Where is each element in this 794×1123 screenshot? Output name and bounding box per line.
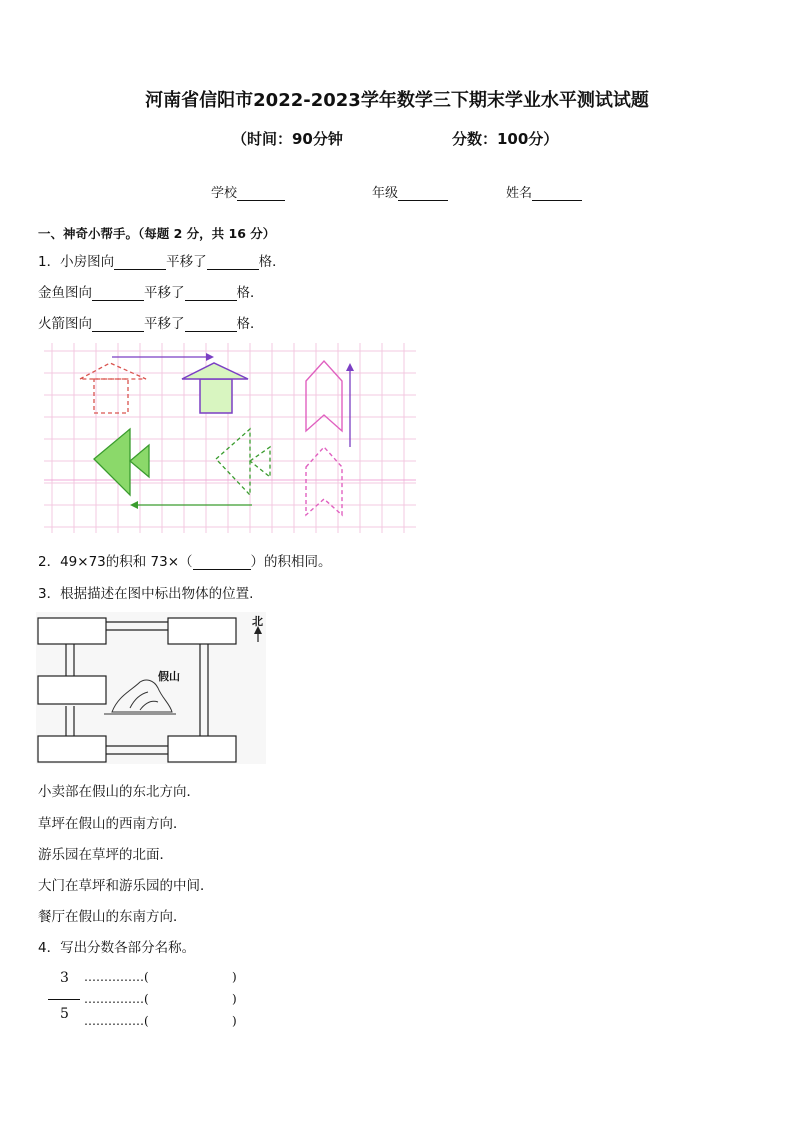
q3-text: 根据描述在图中标出物体的位置. [60,586,254,602]
q4-text: 写出分数各部分名称。 [60,940,196,956]
school-label: 学校 [211,186,238,201]
fraction-row-3 [84,1014,149,1028]
name-field[interactable] [506,182,582,201]
q3-statement-1: 小卖部在假山的东北方向． [38,784,200,800]
section-heading: 一、神奇小帮手。（每题 2 分，共 16 分） [38,226,276,241]
q1-house-direction-blank[interactable] [114,256,166,270]
name-blank[interactable] [532,187,582,201]
fraction-numerator: 3 [60,970,69,986]
q3-line [38,582,253,602]
map-box-bottom-right [168,736,236,762]
fraction-row-1 [84,970,149,984]
location-map [36,612,266,764]
q1-house-moved-label: 平移了 [166,254,207,270]
house-original [80,363,146,413]
fraction-row-2-dots: ……………( [84,992,149,1006]
translation-grid-figure [44,343,416,533]
grade-label: 年级 [372,186,399,201]
exam-time: （时间：90分钟 [232,130,343,148]
fraction-row-1-dots: ……………( [84,970,149,984]
q1-fish-moved-label: 平移了 [144,285,185,301]
q2-line [38,550,332,570]
fraction-bar [48,999,80,1000]
fraction-row-1-close: ) [232,970,237,984]
fish-arrowhead [130,501,138,509]
q2-number: 2． [38,554,61,570]
q1-fish-direction-label: 金鱼图向 [38,285,92,301]
q1-fish-steps-blank[interactable] [185,287,237,301]
exam-score: 分数：100分） [452,130,559,148]
q1-line2 [38,281,264,301]
q1-line1 [38,250,286,270]
map-box-bottom-left [38,736,106,762]
fraction-diagram [44,968,264,1034]
q2-text-b: ）的积相同。 [250,554,332,570]
q3-statement-2: 草坪在假山的西南方向． [38,816,187,832]
rocket-arrowhead [346,363,354,371]
fraction-row-3-close: ) [232,1014,237,1028]
q1-rocket-moved-label: 平移了 [144,316,185,332]
page-title: 河南省信阳市2022-2023学年数学三下期末学业水平测试试题 [145,90,649,111]
school-blank[interactable] [237,187,285,201]
q3-statement-5: 餐厅在假山的东南方向． [38,909,187,925]
q1-rocket-steps-blank[interactable] [185,318,237,332]
q2-blank[interactable] [193,556,251,570]
q1-rocket-direction-blank[interactable] [92,318,144,332]
q1-fish-unit: 格． [236,285,264,301]
grade-blank[interactable] [398,187,448,201]
q3-number: 3． [38,586,61,602]
q1-rocket-unit: 格． [236,316,264,332]
q4-line [38,936,195,956]
school-field[interactable] [211,182,285,201]
q3-statement-3: 游乐园在草坪的北面． [38,847,173,863]
fraction-row-3-dots: ……………( [84,1014,149,1028]
fraction-row-2-close: ) [232,992,237,1006]
grade-field[interactable] [372,182,448,201]
q1-house-direction-label: 小房图向 [60,254,115,270]
q1-rocket-direction-label: 火箭图向 [38,316,92,332]
q1-house-steps-blank[interactable] [207,256,259,270]
q1-line3 [38,312,264,332]
q1-fish-direction-blank[interactable] [92,287,144,301]
q4-number: 4． [38,940,61,956]
fraction-row-2 [84,992,149,1006]
q1-house-unit: 格． [258,254,286,270]
q2-text-a: 49×73的积和 73×（ [60,554,193,570]
map-drawing [36,612,266,764]
fraction-denominator: 5 [60,1006,69,1022]
q1-number: 1． [38,254,61,270]
rockery-label: 假山 [158,670,180,683]
map-box-top-left [38,618,106,644]
rocket-original [306,361,342,431]
map-box-top-right [168,618,236,644]
name-label: 姓名 [506,186,533,201]
q3-statement-4: 大门在草坪和游乐园的中间． [38,878,214,894]
house-moved [182,363,248,413]
house-arrowhead [206,353,214,361]
map-box-middle-left [38,676,106,704]
north-label: 北 [252,615,263,628]
